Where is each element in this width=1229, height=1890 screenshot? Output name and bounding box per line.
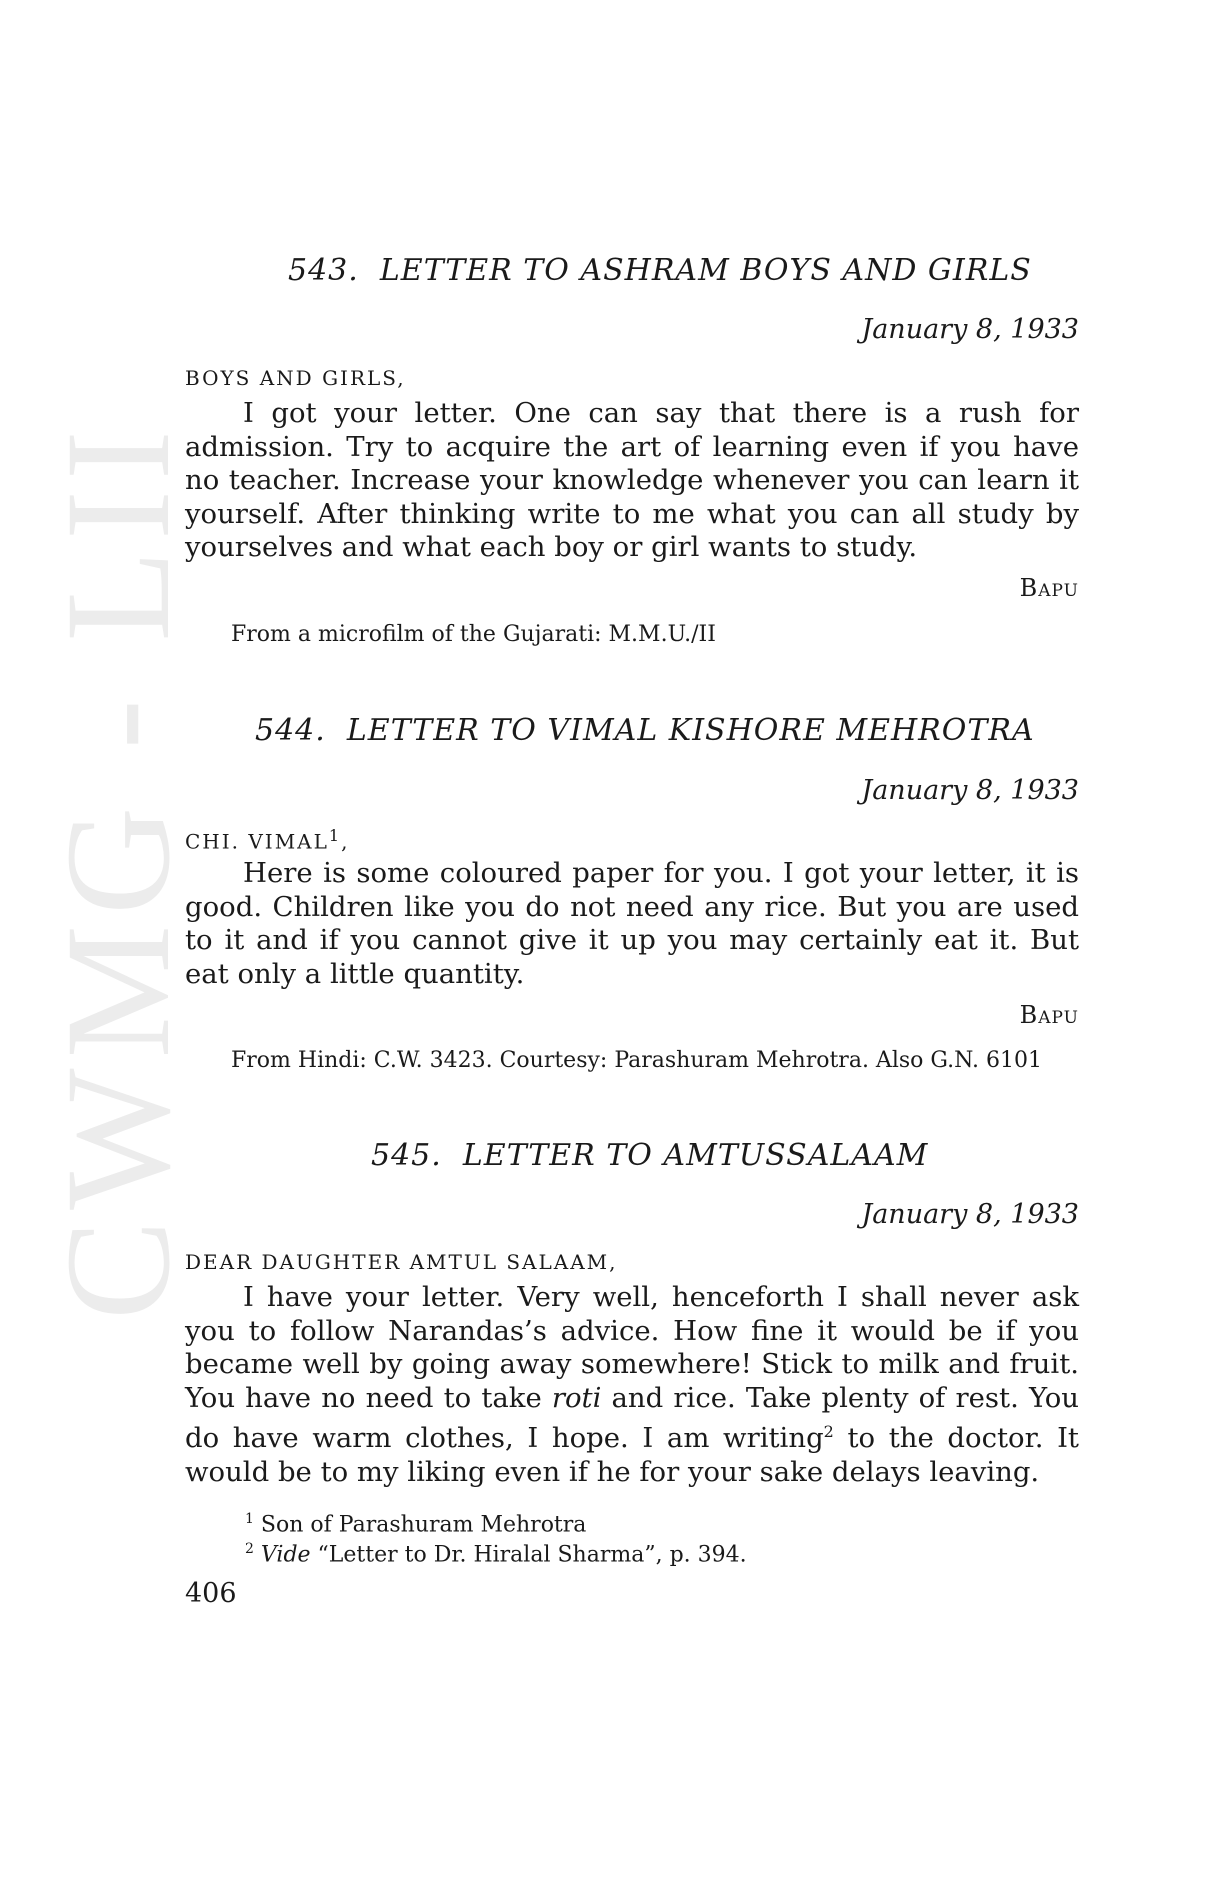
letter-544-signature: Bapu bbox=[1019, 1001, 1079, 1029]
footnote-text: Son of Parashuram Mehrotra bbox=[260, 1512, 587, 1538]
letter-544-salutation bbox=[185, 826, 349, 854]
body-text: and rice. Take plenty of rest. You do have warm clothes, I hope. I am writing bbox=[185, 1381, 1079, 1455]
letter-543-signature: Bapu bbox=[1019, 574, 1079, 602]
body-text: I have your letter. Very well, henceforth I shall never ask you to follow Narandas’s advice. How fine it would be if you became well by going away somewhere! Stick to milk and fruit. You have no need to take bbox=[185, 1281, 1079, 1414]
footnote-italic: Vide bbox=[260, 1542, 311, 1568]
footnote-mark: 1 bbox=[245, 1511, 254, 1527]
letter-543-title bbox=[288, 253, 1032, 288]
letter-545-salutation: DEAR DAUGHTER AMTUL SALAAM, bbox=[185, 1250, 618, 1274]
page-number: 406 bbox=[185, 1578, 237, 1609]
letter-544-date: January 8, 1933 bbox=[861, 775, 1079, 806]
letter-number: 544. bbox=[255, 713, 326, 748]
letter-543-source: From a microfilm of the Gujarati: M.M.U./II bbox=[231, 622, 716, 647]
footnote-2 bbox=[245, 1541, 747, 1567]
letter-title: LETTER TO ASHRAM BOYS AND GIRLS bbox=[379, 253, 1032, 288]
letter-545-title bbox=[371, 1138, 928, 1173]
footnote-text: “Letter to Dr. Hiralal Sharma”, p. 394. bbox=[310, 1542, 747, 1568]
footnote-mark: 2 bbox=[245, 1541, 254, 1557]
letter-number: 543. bbox=[288, 253, 359, 288]
letter-number: 545. bbox=[371, 1138, 442, 1173]
letter-544-title bbox=[255, 713, 1035, 748]
body-text: to the doctor. It would be to my liking even if he for your sake delays leaving. bbox=[185, 1422, 1079, 1489]
letter-544-body: Here is some coloured paper for you. I got your letter, it is good. Children like you do not need any rice. But you are used to it and if you cannot give it up you may certainly eat it. But eat only a little quantity. bbox=[185, 857, 1079, 990]
letter-title: LETTER TO VIMAL KISHORE MEHROTRA bbox=[346, 713, 1035, 748]
salutation-comma: , bbox=[341, 829, 350, 854]
watermark: CWMG - LII bbox=[35, 420, 201, 1320]
letter-545-date: January 8, 1933 bbox=[861, 1199, 1079, 1230]
letter-545-body bbox=[185, 1281, 1079, 1490]
letter-544-source: From Hindi: C.W. 3423. Courtesy: Parashuram Mehrotra. Also G.N. 6101 bbox=[231, 1048, 1042, 1073]
letter-543-body: I got your letter. One can say that there is a rush for admission. Try to acquire the art of learning even if you have no teacher. Increase your knowledge whenever you can learn it yourself. After thinking write to me what you can all study by yourselves and what each boy or girl wants to study. bbox=[185, 397, 1079, 564]
letter-543-salutation: BOYS AND GIRLS, bbox=[185, 366, 406, 390]
letter-title: LETTER TO AMTUSSALAAM bbox=[462, 1138, 929, 1173]
body-italic-roti: roti bbox=[551, 1381, 602, 1414]
salutation-text: CHI. VIMAL bbox=[185, 829, 329, 854]
footnote-1 bbox=[245, 1511, 586, 1537]
letter-543-date: January 8, 1933 bbox=[861, 314, 1079, 345]
footnote-ref-2: 2 bbox=[823, 1422, 834, 1442]
footnote-ref-1: 1 bbox=[328, 826, 342, 845]
